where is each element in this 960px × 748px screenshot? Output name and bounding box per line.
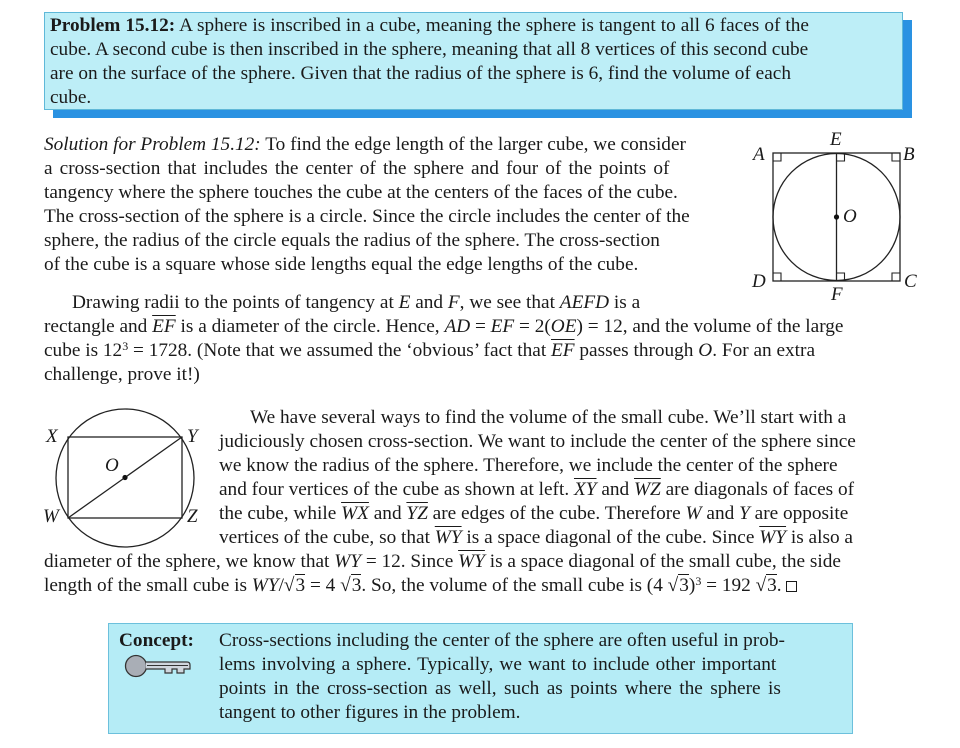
text-run: the cube, while xyxy=(219,503,342,524)
solution-line xyxy=(44,574,797,598)
text-run: . xyxy=(776,575,782,596)
text-run: are edges of the cube. Therefore xyxy=(427,503,686,524)
solution-line xyxy=(219,454,838,478)
text-run: are on the surface of the sphere. Given that the radius of the sphere is 6, find the volume of each xyxy=(50,63,791,84)
text-run: vertices of the cube, so that xyxy=(219,527,435,548)
text-run: ) = 12, and the volume of the large xyxy=(576,316,844,337)
text-run: . So, the volume of the small cube is (4 √ xyxy=(361,575,679,596)
text-run: Problem 15.12: xyxy=(50,15,176,36)
label-b: B xyxy=(903,144,915,165)
text-run: cube. A second cube is then inscribed in the sphere, meaning that all 8 vertices of this second cube xyxy=(50,39,809,60)
concept-title: Concept: xyxy=(119,630,194,651)
text-run: rectangle and xyxy=(44,316,153,337)
text-run: /√ xyxy=(278,575,295,596)
text-run: OE xyxy=(550,316,577,337)
text-run: and xyxy=(368,503,407,524)
segment-name: $\overline{WY}$ xyxy=(759,527,787,548)
text-run: Y xyxy=(739,503,750,524)
text-run: 3 xyxy=(679,575,689,596)
label-z: Z xyxy=(187,506,198,527)
segment-name: $\overline{WY}$ xyxy=(458,551,485,572)
segment-name: $\overline{YZ}$ xyxy=(406,503,428,524)
text-run: and xyxy=(596,479,634,500)
text-run: = 192 √ xyxy=(701,575,767,596)
text-run: is a xyxy=(609,292,641,313)
segment-name: $\overline{WY}$ xyxy=(434,527,462,548)
text-run: WY xyxy=(334,551,361,572)
solution-line xyxy=(44,550,841,574)
text-run: WY xyxy=(251,575,279,596)
text-run: is a space diagonal of the cube. Since xyxy=(461,527,760,548)
text-run: , we see that xyxy=(459,292,560,313)
label-w: W xyxy=(43,506,59,527)
text-run: sphere, the radius of the circle equals the radius of the sphere. The cross-section xyxy=(44,230,660,251)
text-run: is a space diagonal of the small cube, the side xyxy=(484,551,841,572)
text-run: We have several ways to find the volume of the small cube. We’ll start with a xyxy=(250,407,847,428)
text-run: The cross-section of the sphere is a circle. Since the circle includes the center of the xyxy=(44,206,690,227)
concept-line: lems involving a sphere. Typically, we want to include other important xyxy=(219,654,777,675)
segment-name: $\overline{EF}$ xyxy=(551,340,575,361)
text-run: tangency where the sphere touches the cube at the centers of the faces of the cube. xyxy=(44,182,678,203)
text-run: are diagonals of faces of xyxy=(660,479,855,500)
text-run: 3 xyxy=(351,575,362,596)
text-run: judiciously chosen cross-section. We want to include the center of the sphere since xyxy=(219,431,856,452)
text-run: is a diameter of the circle. Hence, xyxy=(175,316,445,337)
segment-name: $\overline{EF}$ xyxy=(152,316,176,337)
text-run: F xyxy=(447,292,460,313)
text-run: . For an extra xyxy=(712,340,816,361)
text-run: and four vertices of the cube as shown at left. xyxy=(219,479,574,500)
concept-line: tangent to other figures in the problem. xyxy=(219,702,521,723)
text-run: Drawing radii to the points of tangency at xyxy=(72,292,399,313)
qed-square-icon xyxy=(786,581,797,592)
text-run: challenge, prove it!) xyxy=(44,364,200,385)
concept-line: points in the cross-section as well, such as points where the sphere is xyxy=(219,678,781,699)
concept-line: Cross-sections including the center of the sphere are often useful in prob- xyxy=(219,630,785,651)
solution-line xyxy=(219,502,848,526)
text-run: = 2( xyxy=(514,316,551,337)
text-run: diameter of the sphere, we know that xyxy=(44,551,335,572)
solution-line xyxy=(219,526,853,550)
label-o: O xyxy=(105,455,119,476)
text-run: 3 xyxy=(295,575,306,596)
text-run: length of the small cube is xyxy=(44,575,252,596)
text-run: 3 xyxy=(767,575,777,596)
text-run: we know the radius of the sphere. Therefore, we include the center of the sphere xyxy=(219,455,838,476)
text-run: are opposite xyxy=(749,503,849,524)
text-run: 3 xyxy=(122,339,129,353)
text-run: is also a xyxy=(786,527,853,548)
label-c: C xyxy=(904,271,917,292)
text-run: and xyxy=(701,503,740,524)
text-run: To find the edge length of the larger cube, we consider xyxy=(260,134,686,155)
text-run: and xyxy=(410,292,448,313)
segment-name: $\overline{XY}$ xyxy=(573,479,597,500)
solution-line xyxy=(250,406,846,430)
text-run: = 12. Since xyxy=(361,551,459,572)
text-run: = 4 √ xyxy=(305,575,351,596)
text-run: = 1728. (Note that we assumed the ‘obvious’ fact that xyxy=(128,340,551,361)
text-run: 3 xyxy=(695,574,702,588)
text-run: of the cube is a square whose side lengths equal the edge lengths of the cube. xyxy=(44,254,639,275)
text-run: passes through xyxy=(574,340,699,361)
solution-line xyxy=(219,478,854,502)
center-point-o xyxy=(122,475,127,480)
label-x: X xyxy=(46,426,58,447)
text-run: AEFD xyxy=(559,292,610,313)
text-run: AD xyxy=(444,316,471,337)
text-run: Solution for Problem 15.12: xyxy=(44,134,261,155)
solution-line xyxy=(219,430,856,454)
text-run: cube is 12 xyxy=(44,340,123,361)
text-run: a cross-section that includes the center of the sphere and four of the points of xyxy=(44,158,670,179)
text-run: EF xyxy=(490,316,515,337)
segment-name: $\overline{WZ}$ xyxy=(633,479,661,500)
label-d: D xyxy=(752,271,766,292)
text-run: O xyxy=(698,340,713,361)
text-run: cube. xyxy=(50,87,92,108)
label-y: Y xyxy=(187,426,198,447)
segment-name: $\overline{WX}$ xyxy=(341,503,369,524)
text-run: E xyxy=(398,292,411,313)
text-run: W xyxy=(685,503,702,524)
text-run: ) xyxy=(688,575,696,596)
label-e: E xyxy=(830,129,842,150)
text-run: A sphere is inscribed in a cube, meaning the sphere is tangent to all 6 faces of the xyxy=(175,15,809,36)
label-f: F xyxy=(831,284,843,305)
label-o: O xyxy=(843,206,857,227)
label-a: A xyxy=(753,144,765,165)
key-icon xyxy=(124,653,194,679)
text-run: = xyxy=(470,316,491,337)
